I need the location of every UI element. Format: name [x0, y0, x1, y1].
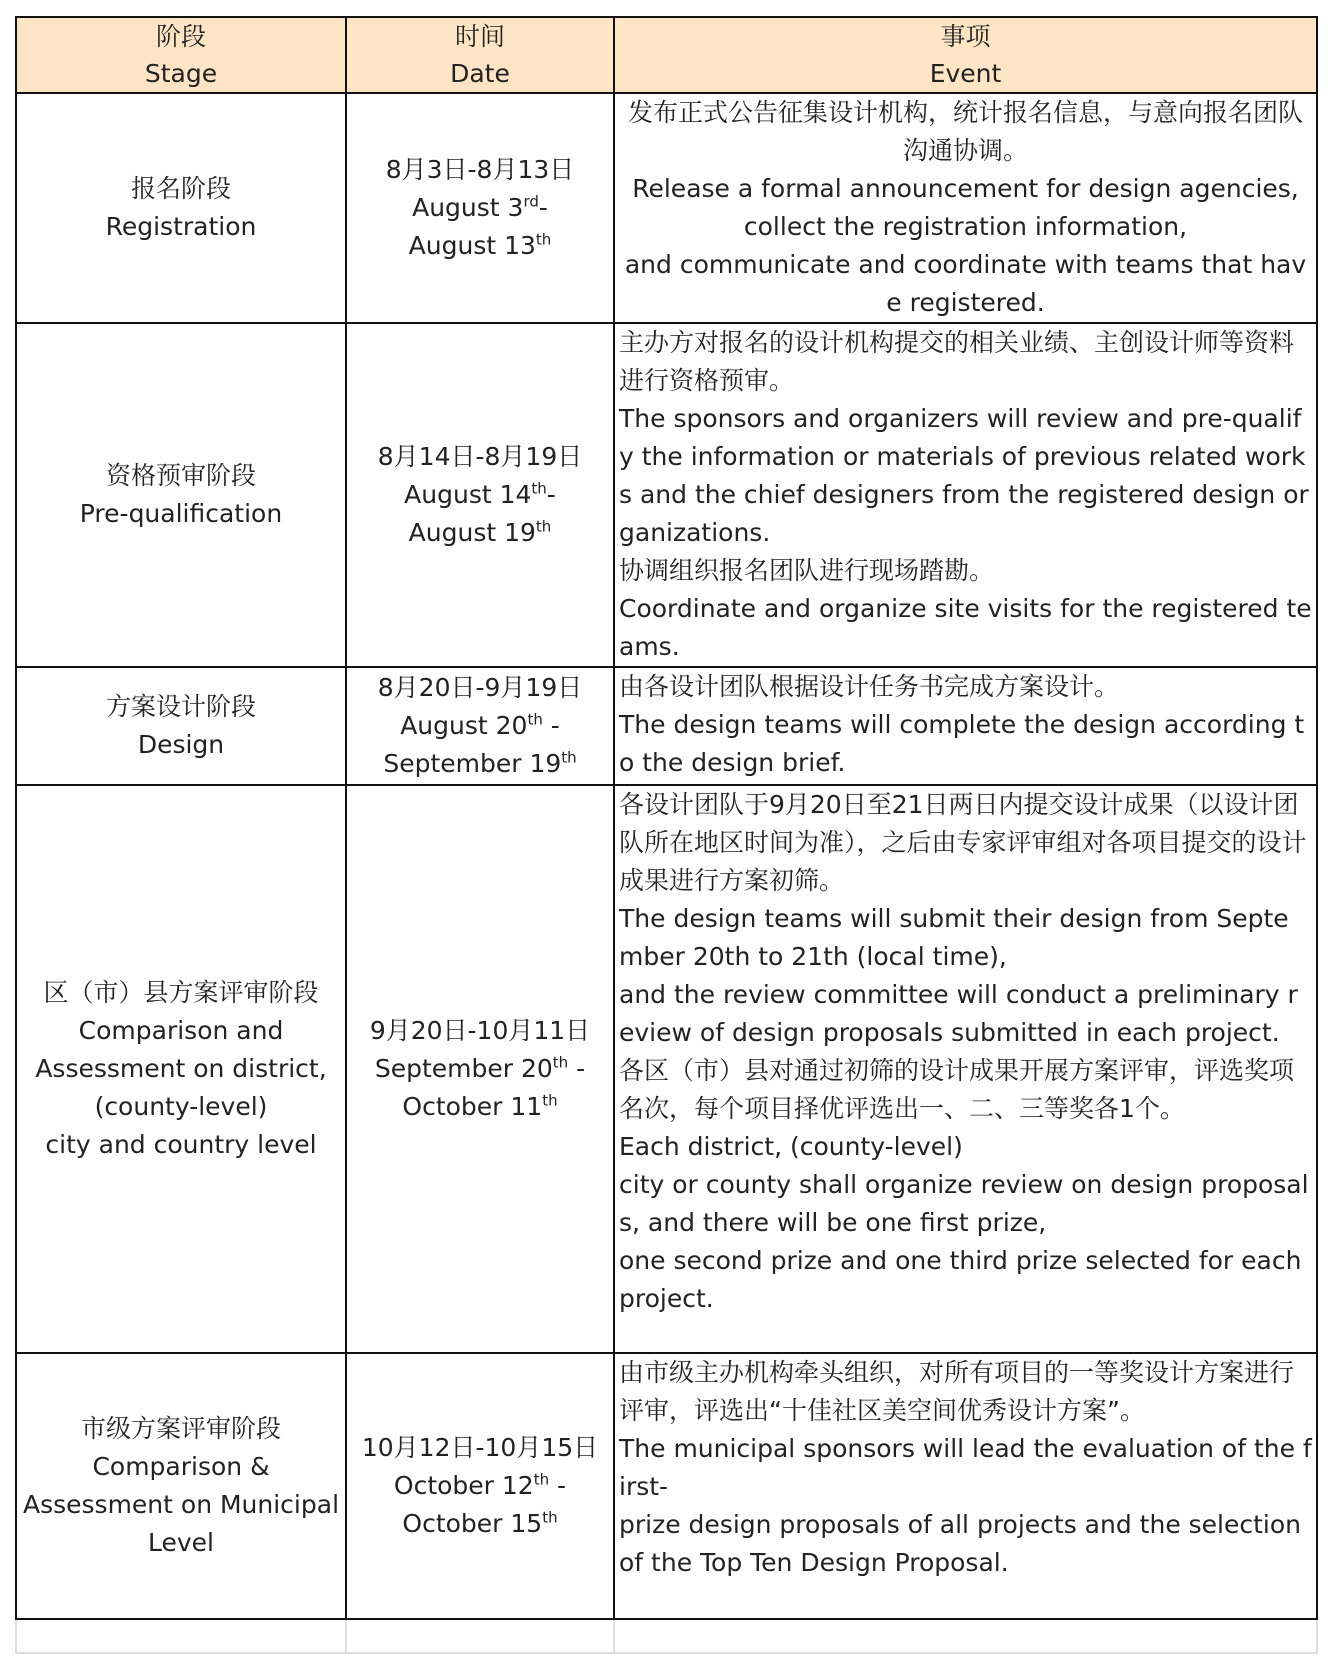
event-text: 各区（市）县对通过初筛的设计成果开展方案评审，评选奖项名次，每个项目择优评选出一、二、三等奖各1个。 — [619, 1056, 1295, 1123]
event-text: and communicate and coordinate with teams that have registered. — [624, 250, 1307, 317]
header-stage-zh: 阶段 — [155, 22, 206, 51]
stage-zh: 区（市）县方案评审阶段 — [43, 978, 319, 1007]
stage-en: Comparison & — [92, 1452, 270, 1481]
date-en-start: August 20th - — [400, 710, 560, 740]
date-en-start: August 14th- — [404, 479, 556, 509]
date-en-start: October 12th - — [393, 1470, 567, 1500]
date-en-end: August 19th — [408, 517, 552, 547]
stage-cell — [16, 323, 346, 667]
event-text: Coordinate and organize site visits for the registered teams. — [619, 594, 1312, 661]
stage-zh: 方案设计阶段 — [105, 692, 256, 721]
date-en-end: October 15th — [402, 1508, 558, 1538]
stage-zh: 报名阶段 — [130, 174, 231, 203]
event-cell — [614, 93, 1317, 323]
stage-en: Pre-qualification — [79, 499, 283, 528]
event-text: 协调组织报名团队进行现场踏勘。 — [619, 556, 995, 585]
event-cell — [614, 1353, 1317, 1619]
date-en-start: August 3rd- — [412, 192, 548, 222]
event-cell — [614, 785, 1317, 1353]
date-cell — [346, 785, 614, 1353]
event-cell — [614, 667, 1317, 785]
event-text: 各设计团队于9月20日至21日两日内提交设计成果（以设计团队所在地区时间为准），之后由专家评审组对各项目提交的设计成果进行方案初筛。 — [619, 790, 1307, 895]
empty-cell — [614, 1619, 1317, 1653]
event-text: The municipal sponsors will lead the evaluation of the first- — [619, 1434, 1312, 1501]
header-date-zh: 时间 — [454, 22, 505, 51]
header-event-en: Event — [929, 59, 1002, 88]
date-en-end: October 11th — [402, 1091, 558, 1121]
date-zh: 8月3日-8月13日 — [385, 155, 575, 184]
header-date — [346, 17, 614, 93]
table-row — [16, 93, 1317, 323]
date-cell — [346, 323, 614, 667]
date-cell — [346, 93, 614, 323]
date-en-end: August 13th — [408, 230, 552, 260]
date-cell — [346, 667, 614, 785]
empty-cell — [16, 1619, 346, 1653]
empty-cell — [346, 1619, 614, 1653]
stage-zh: 资格预审阶段 — [105, 461, 256, 490]
event-text: 发布正式公告征集设计机构，统计报名信息，与意向报名团队沟通协调。 — [627, 98, 1303, 165]
schedule-table — [15, 16, 1318, 1654]
header-stage — [16, 17, 346, 93]
date-zh: 8月20日-9月19日 — [377, 673, 583, 702]
event-text: collect the registration information, — [743, 212, 1188, 241]
event-text: 由各设计团队根据设计任务书完成方案设计。 — [619, 672, 1120, 701]
stage-cell — [16, 785, 346, 1353]
event-cell — [614, 323, 1317, 667]
stage-cell — [16, 93, 346, 323]
stage-cell — [16, 667, 346, 785]
stage-en: Design — [137, 730, 225, 759]
table-row — [16, 323, 1317, 667]
header-event — [614, 17, 1317, 93]
event-text: The sponsors and organizers will review and pre-qualify the information or materials of previous related works and the chief designers from the registered design organizations. — [619, 404, 1309, 547]
event-text: one second prize and one third prize selected for each project. — [619, 1246, 1302, 1313]
stage-en: city and country level — [45, 1130, 317, 1159]
event-text: 主办方对报名的设计机构提交的相关业绩、主创设计师等资料进行资格预审。 — [619, 328, 1295, 395]
header-row — [16, 17, 1317, 93]
event-text: The design teams will complete the design according to the design brief. — [619, 710, 1305, 777]
table-row — [16, 785, 1317, 1353]
stage-en: Registration — [105, 212, 257, 241]
date-en-start: September 20th - — [374, 1053, 586, 1083]
header-stage-en: Stage — [144, 59, 218, 88]
stage-en: Comparison and Assessment on district, (county-level) — [35, 1016, 327, 1121]
date-zh: 10月12日-10月15日 — [361, 1433, 599, 1462]
date-en-end: September 19th — [383, 748, 577, 778]
event-text: 由市级主办机构牵头组织，对所有项目的一等奖设计方案进行评审，评选出“十佳社区美空间优秀设计方案”。 — [619, 1358, 1295, 1425]
event-text: prize design proposals of all projects and the selection of the Top Ten Design Proposal. — [619, 1510, 1302, 1577]
table-row — [16, 1353, 1317, 1619]
header-date-en: Date — [450, 59, 510, 88]
empty-row — [16, 1619, 1317, 1653]
event-text: The design teams will submit their design from September 20th to 21th (local time), — [619, 904, 1289, 971]
event-text: Release a formal announcement for design agencies, — [632, 174, 1299, 203]
event-text: Each district, (county-level) — [619, 1132, 963, 1161]
date-cell — [346, 1353, 614, 1619]
stage-en: Assessment on Municipal Level — [22, 1490, 340, 1557]
event-text: and the review committee will conduct a preliminary review of design proposals submitted in each project. — [619, 980, 1298, 1047]
date-zh: 9月20日-10月11日 — [369, 1016, 591, 1045]
event-text: city or county shall organize review on design proposals, and there will be one first prize, — [619, 1170, 1309, 1237]
date-zh: 8月14日-8月19日 — [377, 442, 583, 471]
stage-zh: 市级方案评审阶段 — [80, 1414, 281, 1443]
stage-cell — [16, 1353, 346, 1619]
table-row — [16, 667, 1317, 785]
header-event-zh: 事项 — [940, 22, 991, 51]
